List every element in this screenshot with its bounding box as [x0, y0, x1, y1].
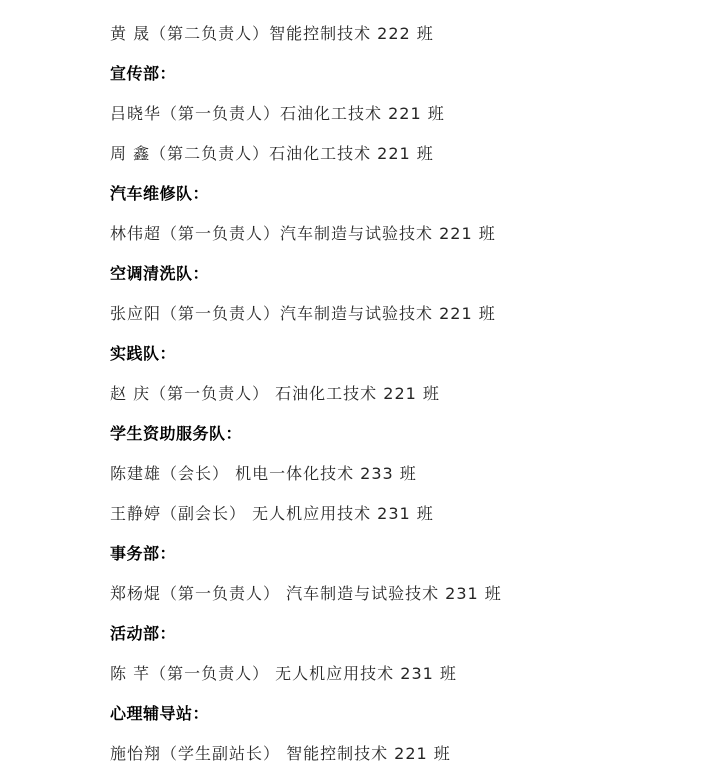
- member-line: 郑杨焜（第一负责人） 汽车制造与试验技术 231 班: [110, 584, 502, 603]
- member-line: 陈 芊（第一负责人） 无人机应用技术 231 班: [110, 664, 457, 683]
- section-heading: 学生资助服务队：: [110, 424, 243, 443]
- member-line: 施怡翔（学生副站长） 智能控制技术 221 班: [110, 744, 451, 763]
- section-heading: 汽车维修队：: [110, 184, 210, 203]
- member-line: 王静婷（副会长） 无人机应用技术 231 班: [110, 504, 434, 523]
- member-line: 吕晓华（第一负责人）石油化工技术 221 班: [110, 104, 445, 123]
- section-heading: 空调清洗队：: [110, 264, 210, 283]
- member-line: 赵 庆（第一负责人） 石油化工技术 221 班: [110, 384, 440, 403]
- section-heading: 实践队：: [110, 344, 177, 363]
- member-line: 周 鑫（第二负责人）石油化工技术 221 班: [110, 144, 434, 163]
- document-page: [110, 20, 710, 780]
- member-line: 林伟超（第一负责人）汽车制造与试验技术 221 班: [110, 224, 496, 243]
- member-line: 黄 晟（第二负责人）智能控制技术 222 班: [110, 24, 434, 43]
- section-heading: 心理辅导站：: [110, 704, 210, 723]
- section-heading: 活动部：: [110, 624, 177, 643]
- section-heading: 事务部：: [110, 544, 177, 563]
- section-heading: 宣传部：: [110, 64, 177, 83]
- member-line: 张应阳（第一负责人）汽车制造与试验技术 221 班: [110, 304, 496, 323]
- member-line: 陈建雄（会长） 机电一体化技术 233 班: [110, 464, 417, 483]
